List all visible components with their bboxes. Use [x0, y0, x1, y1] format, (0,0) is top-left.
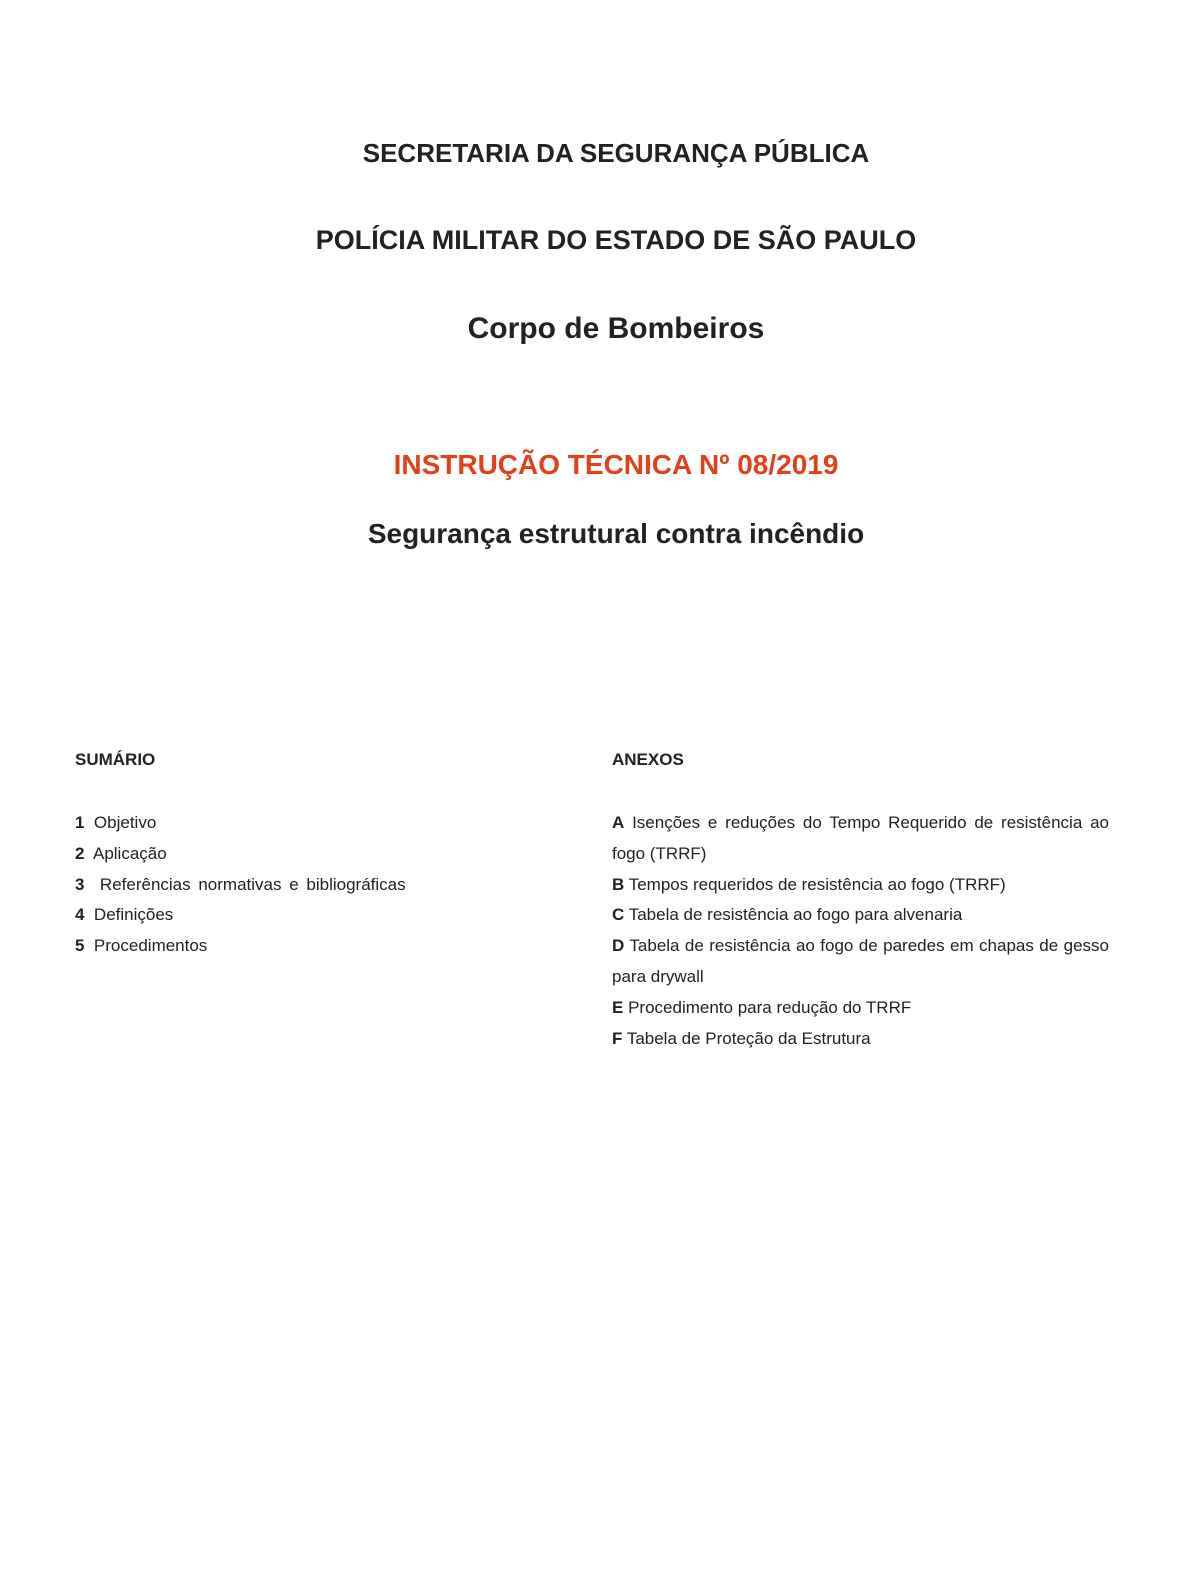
item-label: Tabela de resistência ao fogo para alvenaria — [628, 905, 963, 925]
sumario-section — [75, 750, 535, 962]
item-label: Procedimentos — [93, 936, 208, 956]
item-label: Procedimento para redução do TRRF — [628, 997, 912, 1017]
header-policia: POLÍCIA MILITAR DO ESTADO DE SÃO PAULO — [315, 225, 917, 255]
anexos-list — [612, 808, 1109, 1054]
sumario-item — [75, 870, 535, 901]
item-label: Isenções e reduções do Tempo Requerido de resistência ao fogo (TRRF) — [612, 813, 1109, 863]
item-letter: B — [612, 874, 625, 894]
anexo-item — [612, 1024, 1109, 1055]
item-letter: D — [612, 936, 625, 956]
sumario-list — [75, 808, 535, 962]
item-letter: E — [612, 997, 624, 1017]
item-label: Tabela de Proteção da Estrutura — [626, 1028, 871, 1048]
item-number: 5 — [75, 936, 85, 956]
anexo-item — [612, 931, 1109, 993]
item-label: Referências normativas e bibliográficas — [99, 874, 406, 894]
sumario-item — [75, 839, 535, 870]
document-subtitle: Segurança estrutural contra incêndio — [367, 518, 865, 549]
anexo-item — [612, 808, 1109, 870]
item-label: Objetivo — [93, 813, 157, 832]
anexos-title: ANEXOS — [612, 750, 684, 769]
anexo-item — [612, 900, 1109, 931]
sumario-item — [75, 931, 535, 962]
item-number: 2 — [75, 843, 85, 863]
item-label: Definições — [93, 905, 174, 925]
anexo-item — [612, 993, 1109, 1024]
anexo-item — [612, 870, 1109, 901]
item-number: 3 — [75, 874, 85, 894]
instruction-title: INSTRUÇÃO TÉCNICA Nº 08/2019 — [393, 449, 839, 480]
item-letter: C — [612, 905, 625, 925]
header-secretaria: SECRETARIA DA SEGURANÇA PÚBLICA — [362, 138, 870, 168]
item-label: Aplicação — [92, 843, 167, 863]
item-label: Tempos requeridos de resistência ao fogo (TRRF) — [628, 874, 1006, 894]
item-number: 1 — [75, 813, 85, 832]
sumario-title: SUMÁRIO — [75, 750, 156, 769]
sumario-item — [75, 808, 535, 839]
sumario-item — [75, 900, 535, 931]
anexos-section — [612, 750, 1109, 1054]
header-corpo-bombeiros: Corpo de Bombeiros — [467, 312, 765, 345]
item-letter: F — [612, 1028, 623, 1048]
item-label: Tabela de resistência ao fogo de paredes em chapas de gesso para drywall — [612, 936, 1109, 986]
item-letter: A — [612, 813, 625, 832]
item-number: 4 — [75, 905, 85, 925]
